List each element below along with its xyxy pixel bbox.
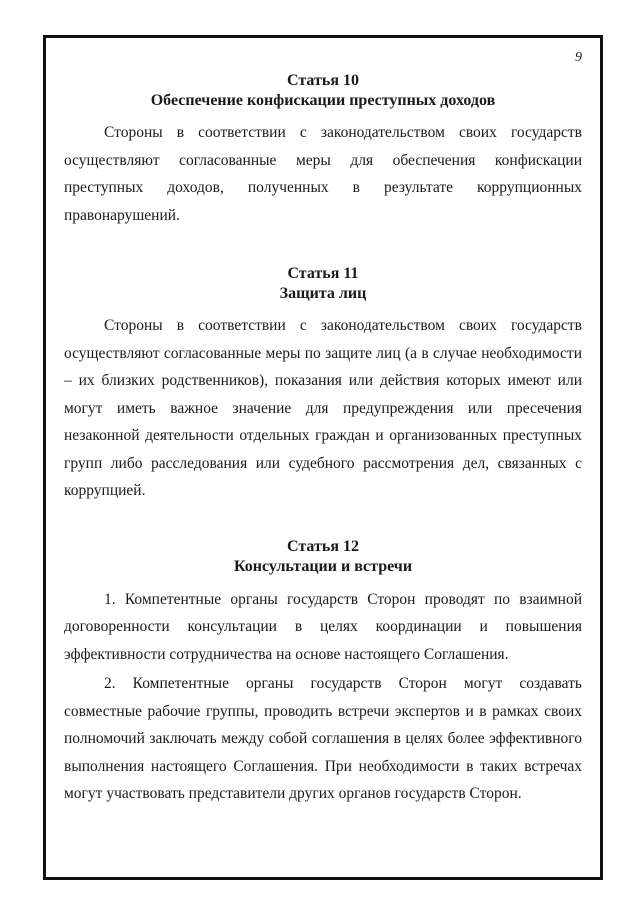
article-10	[64, 71, 582, 229]
article-11-title: Защита лиц	[279, 285, 367, 302]
article-12-paragraph-2: 2. Компетентные органы государств Сторон могут создавать совместные рабочие группы, проводить встречи экспертов и в рамках своих полномочий заключать между собой соглашения в целях более эффективного выполнения настоящего Соглашения. При необходимости в таких встречах могут участвовать представители других органов государств Сторон.	[64, 675, 582, 802]
article-10-title: Обеспечение конфискации преступных доходов	[150, 92, 496, 109]
article-12	[64, 537, 582, 808]
article-11	[64, 264, 582, 505]
article-10-paragraph: Стороны в соответствии с законодательством своих государств осуществляют согласованные меры для обеспечения конфискации преступных доходов, полученных в результате коррупционных правонарушений.	[64, 124, 582, 224]
article-12-paragraph-1: 1. Компетентные органы государств Сторон проводят по взаимной договоренности консультации в целях координации и повышения эффективности сотрудничества на основе настоящего Соглашения.	[64, 590, 582, 663]
article-11-number: Статья 11	[287, 265, 359, 282]
page-number: 9	[575, 50, 582, 65]
article-11-paragraph: Стороны в соответствии с законодательством своих государств осуществляют согласованные меры по защите лиц (а в случае необходимости – их близких родственников), показания или действия которых имеют или могут иметь важное значение для предупреждения или пресечения незаконной деятельности отдельных граждан и организованных преступных групп либо расследования или судебного рассмотрения дел, связанных с коррупцией.	[64, 317, 582, 499]
page-frame	[43, 35, 603, 880]
article-12-title: Консультации и встречи	[233, 557, 413, 575]
document-body	[64, 71, 582, 808]
article-10-number: Статья 10	[287, 72, 359, 89]
article-12-number: Статья 12	[287, 537, 359, 555]
